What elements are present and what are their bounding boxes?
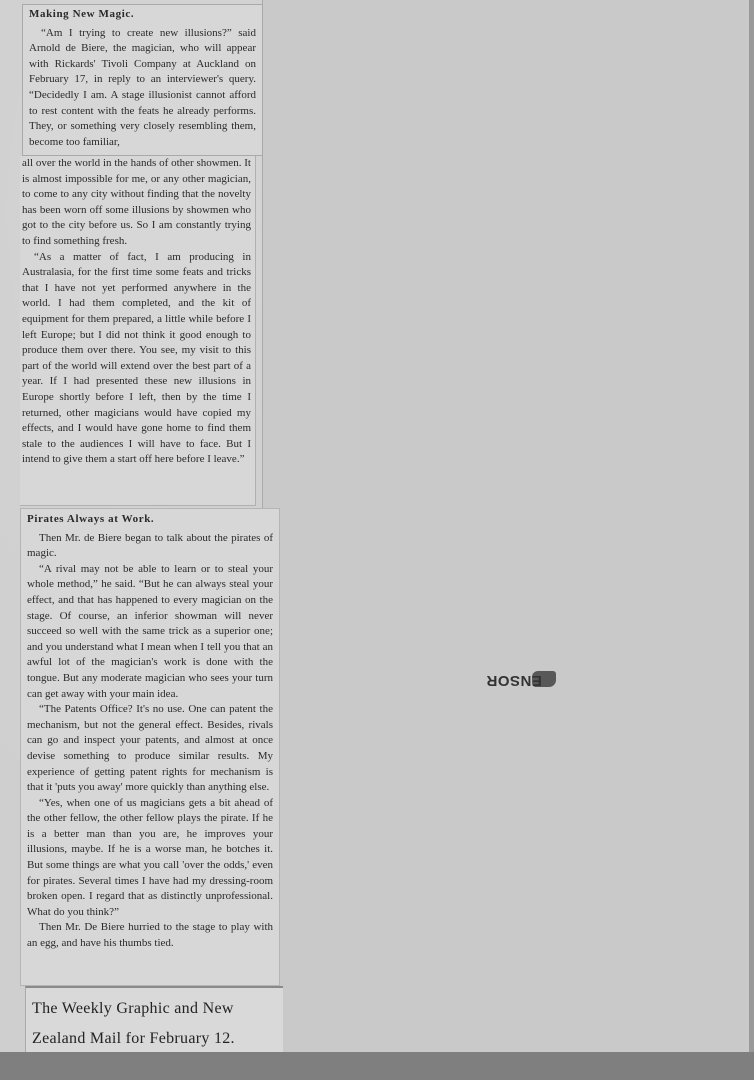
clipping-heading: Pirates Always at Work.: [27, 513, 155, 525]
clipping-making-new-magic: [22, 4, 263, 156]
clipping-pirates-always-at-work: [20, 508, 280, 986]
article-paragraph: “As a matter of fact, I am producing in Australasia, for the first time some feats and tricks that I have not yet performed anywhere in the world. I had them completed, and the kit of equipment for them prepared, a little while before I left Europe; but I did not think it good enough to produce them over there. You see, my visit to this part of the world will extend over the best part of a year. If I had presented these new illusions in Europe shortly before I left, then by the time I returned, other magicians would have copied my effects, and I would have gone home to find them stale to the audiences I will have to face. But I intend to give them a start off here before I leave.”: [22, 250, 251, 466]
censor-stamp: ENSOR: [486, 672, 542, 689]
masthead-line-1: The Weekly Graphic and New: [32, 1000, 234, 1017]
article-paragraph: Then Mr. de Biere began to talk about the pirates of magic.: [27, 531, 273, 560]
article-paragraph: “A rival may not be able to learn or to steal your whole method,” he said. “But he can always steal your effect, and that has happened to every magician on the stage. Of course, an inferior showman will never succeed so well with the same trick as a superior one; and you understand what I mean when I tell you that an awful lot of the magician's work is done with the tongue. But any moderate magician who sees your turn can get away with your main idea.: [27, 562, 273, 700]
clipping-heading: Making New Magic.: [29, 8, 135, 20]
article-paragraph: “Yes, when one of us magicians gets a bit ahead of the other fellow, the other fellow plays the pirate. If he is a better man than you are, he improves your illusions, maybe. If he is a worse man, he botches it. But some things are what you call 'over the odds,' even for pirates. Several times I have had my dressing-room broken open. I regard that as distinctly unprofessional. What do you think?”: [27, 796, 273, 918]
scan-border: [0, 1052, 754, 1080]
blank-page-area: [262, 0, 749, 1052]
clipping-continuation: [20, 156, 256, 506]
article-paragraph: all over the world in the hands of other showmen. It is almost impossible for me, or any other magician, to come to any city without finding that the novelty has been worn off some illusions by showmen who got to the city before us. So I am constantly trying to find something fresh.: [22, 157, 251, 247]
article-paragraph: Then Mr. De Biere hurried to the stage to play with an egg, and have his thumbs tied.: [27, 921, 273, 950]
article-paragraph: “Am I trying to create new illusions?” said Arnold de Biere, the magician, who will appear with Rickards' Tivoli Company at Auckland on February 17, in reply to an interviewer's query. “Decidedly I am. A stage illusionist cannot afford to rest content with the feats he already performs. They, or something very closely resembling them, become too familiar,: [29, 26, 256, 148]
newspaper-masthead: [25, 986, 283, 1052]
masthead-line-2: Zealand Mail for February 12.: [32, 1030, 235, 1047]
article-paragraph: “The Patents Office? It's no use. One can patent the mechanism, but not the general effect. Besides, rivals can go and inspect your patents, and almost at once devise something to produce similar results. My experience of getting patent rights for mechanism is that it 'puts you away' more quickly than anything else.: [27, 703, 273, 794]
